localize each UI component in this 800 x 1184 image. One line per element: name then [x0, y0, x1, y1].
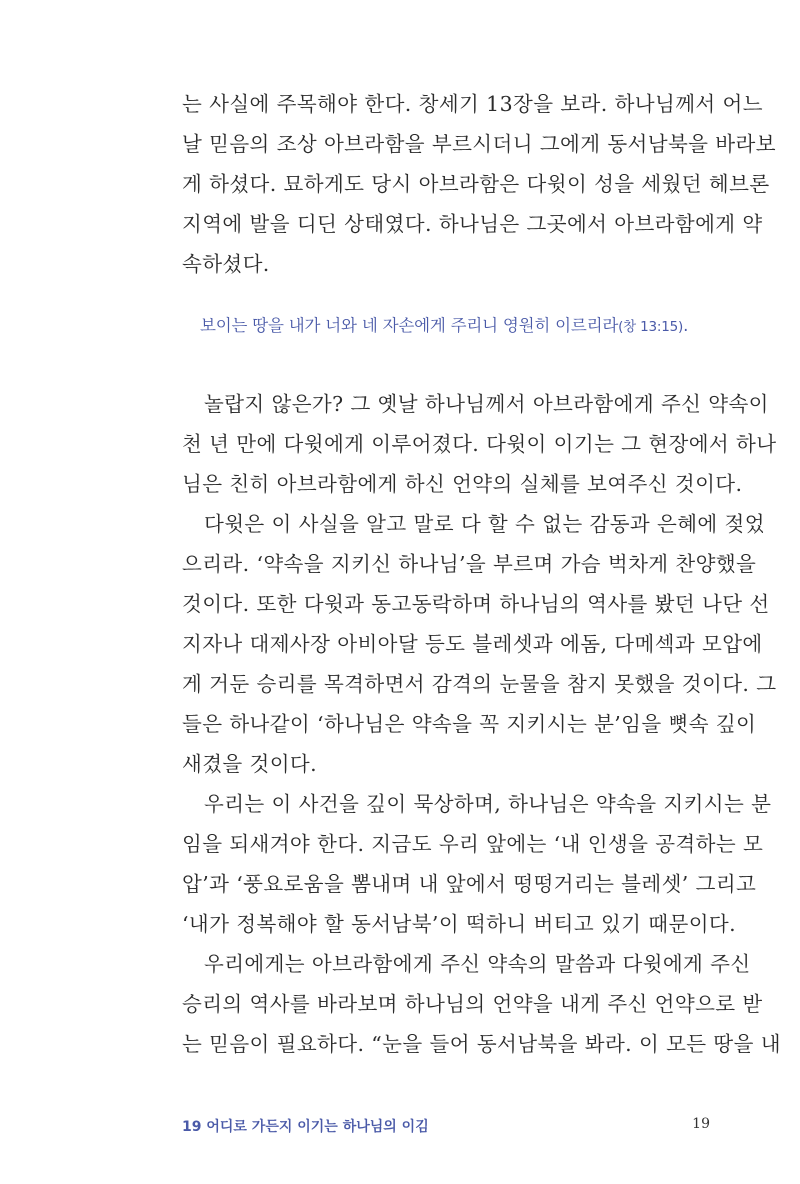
text-line: 으리라. ‘약속을 지키신 하나님’을 부르며 가슴 벅차게 찬양했을	[182, 552, 757, 576]
text-line: 압’과 ‘풍요로움을 뽐내며 내 앞에서 떵떵거리는 블레셋’ 그리고	[182, 872, 757, 896]
scripture-quote	[200, 312, 688, 336]
text-line: ‘내가 정복해야 할 동서남북’이 떡하니 버티고 있기 때문이다.	[182, 912, 737, 936]
quote-end: .	[683, 316, 689, 335]
text-line: 승리의 역사를 바라보며 하나님의 언약을 내게 주신 언약으로 받	[182, 992, 763, 1016]
text-line: 들은 하나같이 ‘하나님은 약속을 꼭 지키시는 분’임을 뼛속 깊이	[182, 712, 757, 736]
page-number: 19	[692, 1116, 710, 1132]
text-line: 우리는 이 사건을 깊이 묵상하며, 하나님은 약속을 지키시는 분	[204, 792, 772, 816]
quote-reference: (창 13:15)	[618, 319, 684, 335]
text-line: 우리에게는 아브라함에게 주신 약속의 말씀과 다윗에게 주신	[204, 952, 751, 976]
text-line: 속하셨다.	[182, 252, 270, 276]
paragraph	[182, 504, 777, 784]
quote-text: 보이는 땅을 내가 너와 네 자손에게 주리니 영원히 이르리라	[200, 316, 619, 335]
text-line: 놀랍지 않은가? 그 옛날 하나님께서 아브라함에게 주신 약속이	[204, 392, 769, 416]
paragraph	[182, 384, 777, 504]
running-footer-title: 19 어디로 가든지 이기는 하나님의 이김	[182, 1119, 429, 1135]
text-line: 것이다. 또한 다윗과 동고동락하며 하나님의 역사를 봤던 나단 선	[182, 592, 770, 616]
paragraph	[182, 784, 772, 944]
text-line: 지역에 발을 디딘 상태였다. 하나님은 그곳에서 아브라함에게 약	[182, 212, 763, 236]
paragraph-continued	[182, 84, 776, 284]
text-line: 지자나 대제사장 아비아달 등도 블레셋과 에돔, 다메섹과 모압에	[182, 632, 763, 656]
text-line: 게 하셨다. 묘하게도 당시 아브라함은 다윗이 성을 세웠던 헤브론	[182, 172, 770, 196]
text-line: 는 사실에 주목해야 한다. 창세기 13장을 보라. 하나님께서 어느	[182, 92, 763, 116]
text-line: 다윗은 이 사실을 알고 말로 다 할 수 없는 감동과 은혜에 젖었	[204, 512, 765, 536]
text-line: 새겼을 것이다.	[182, 752, 318, 776]
text-line: 날 믿음의 조상 아브라함을 부르시더니 그에게 동서남북을 바라보	[182, 132, 776, 156]
paragraph	[182, 944, 781, 1064]
text-line: 임을 되새겨야 한다. 지금도 우리 앞에는 ‘내 인생을 공격하는 모	[182, 832, 764, 856]
text-line: 게 거둔 승리를 목격하면서 감격의 눈물을 참지 못했을 것이다. 그	[182, 672, 777, 696]
text-line: 천 년 만에 다윗에게 이루어졌다. 다윗이 이기는 그 현장에서 하나	[182, 432, 777, 456]
text-line: 는 믿음이 필요하다. “눈을 들어 동서남북을 봐라. 이 모든 땅을 내	[182, 1032, 781, 1056]
text-line: 님은 친히 아브라함에게 하신 언약의 실체를 보여주신 것이다.	[182, 472, 743, 496]
body-paragraphs	[182, 384, 781, 1064]
